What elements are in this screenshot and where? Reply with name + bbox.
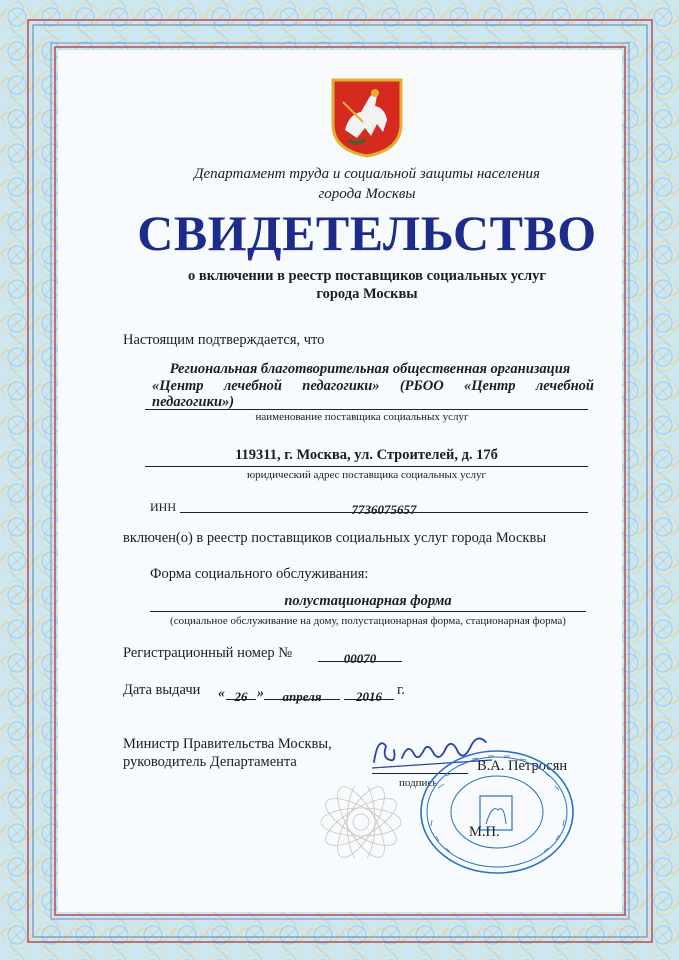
- subtitle-line2: города Москвы: [316, 286, 418, 302]
- confirm-text: Настоящим подтверждается, что: [123, 332, 325, 348]
- department-name-line1: Департамент труда и социальной защиты населения: [193, 166, 541, 182]
- legal-address-value: 119311, г. Москва, ул. Строителей, д. 17б: [235, 447, 498, 463]
- issue-date-year-suffix: г.: [397, 682, 405, 698]
- registration-number-label: Регистрационный номер №: [123, 645, 293, 661]
- registration-number-underline: [318, 661, 402, 662]
- inn-underline: [180, 512, 588, 513]
- organization-name-line1: Региональная благотворительная общественная организация: [169, 361, 571, 377]
- inn-label: ИНН: [150, 500, 176, 514]
- organization-name-underline: [145, 409, 588, 410]
- inn-value: 7736075657: [351, 502, 417, 517]
- subtitle-line1: о включении в реестр поставщиков социальных услуг: [188, 268, 546, 284]
- seal-place-caption: М.П.: [469, 824, 500, 840]
- official-seal-icon: [418, 748, 576, 876]
- issue-date-label: Дата выдачи: [123, 682, 201, 698]
- legal-address-caption: юридический адрес поставщика социальных услуг: [246, 469, 487, 481]
- issue-date-year: 2016: [356, 689, 382, 704]
- service-form-value: полустационарная форма: [284, 593, 452, 609]
- service-form-label: Форма социального обслуживания:: [150, 566, 369, 582]
- signatory-position-line2: руководитель Департамента: [123, 754, 297, 770]
- signatory-name: В.А. Петросян: [477, 758, 568, 774]
- signature-caption: подпись: [399, 777, 438, 789]
- organization-name-line2: «Центр лечебной педагогики» (РБОО «Центр лечебной: [152, 378, 594, 394]
- department-name-line2: города Москвы: [318, 186, 416, 202]
- organization-name-caption: наименование поставщика социальных услуг: [255, 411, 469, 423]
- legal-address-underline: [145, 466, 588, 467]
- issue-date-year-underline: [344, 699, 394, 700]
- issue-date-month: апреля: [282, 689, 322, 704]
- signatory-position-line1: Министр Правительства Москвы,: [123, 736, 332, 752]
- document-title: СВИДЕТЕЛЬСТВО: [137, 205, 597, 261]
- issue-date-close-quote: »: [257, 686, 264, 701]
- registry-statement: включен(о) в реестр поставщиков социальных услуг города Москвы: [123, 530, 547, 546]
- issue-date-open-quote: «: [218, 686, 225, 701]
- service-form-underline: [150, 611, 586, 612]
- service-form-caption: (социальное обслуживание на дому, полустационарная форма, стационарная форма): [170, 615, 566, 627]
- organization-name-line3: педагогики»): [152, 394, 235, 410]
- hologram-rosette-icon: [317, 786, 405, 858]
- issue-date-month-underline: [264, 699, 340, 700]
- registration-number-value: 00070: [343, 651, 377, 666]
- issue-date-day-underline: [226, 699, 256, 700]
- issue-date-day: 26: [234, 689, 248, 704]
- moscow-coat-of-arms-icon: [331, 78, 403, 158]
